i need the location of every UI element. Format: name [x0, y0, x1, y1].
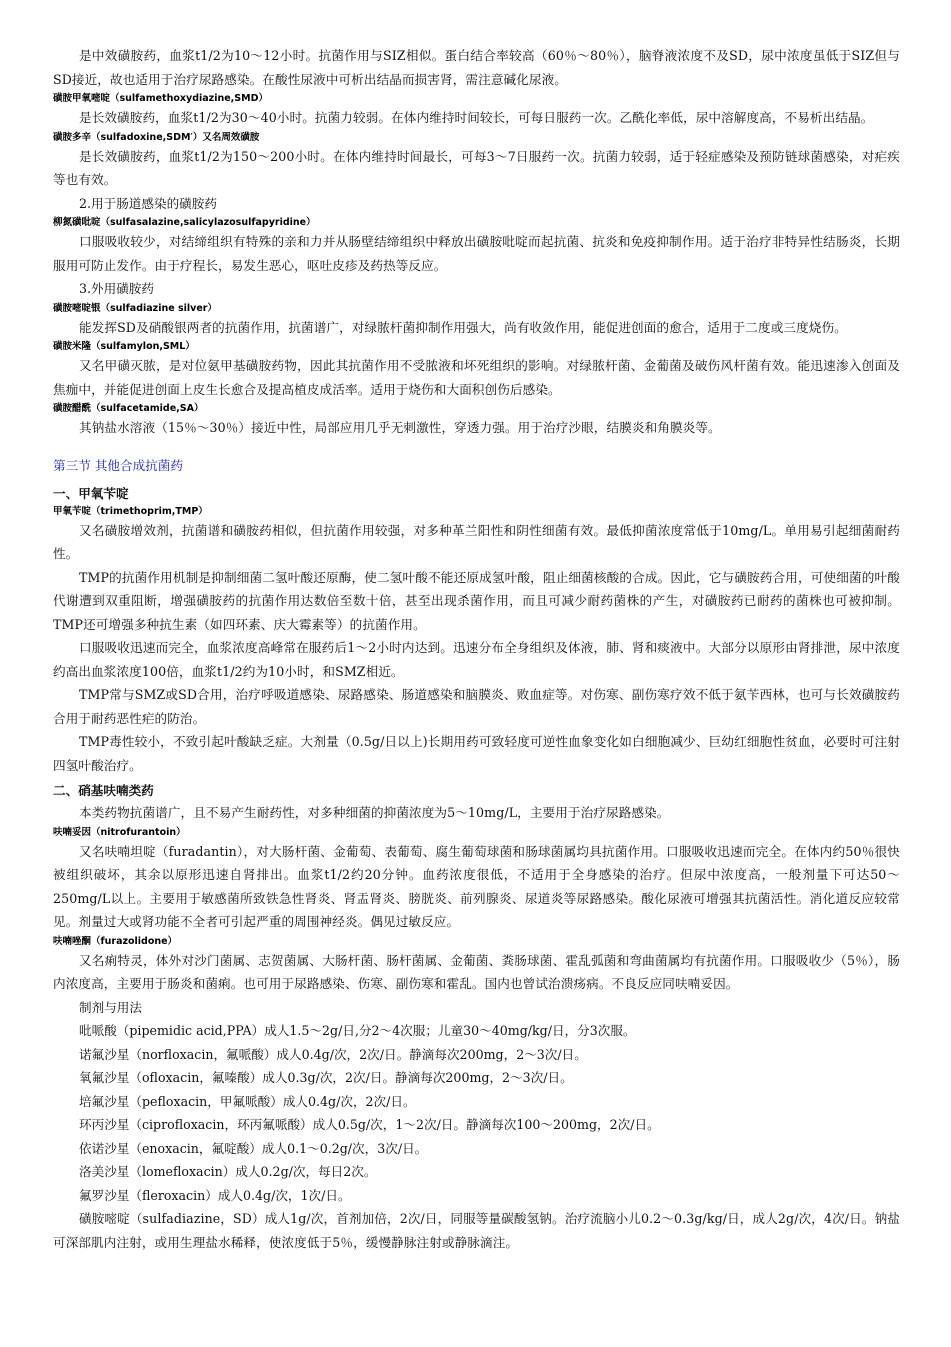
paragraph-tmp-3: 口服吸收迅速而完全，血浆浓度高峰常在服药后1～2小时内达到。迅速分布全身组织及体液，肺、肾和痰液中。大部分以原形由肾排泄，尿中浓度约高出血浆浓度100倍，血浆t1/2约为10小时，和SMZ相近。 [53, 640, 900, 679]
drug-heading-nitrofurantoin: 呋喃妥因（nitrofurantoin） [53, 826, 186, 838]
drug-heading-sdm: 磺胺多辛（sulfadoxine,SDM′）又名周效磺胺 [53, 131, 260, 143]
drug-heading-sml: 磺胺米隆（sulfamylon,SML） [53, 341, 195, 352]
paragraph-furazolidone: 又名痢特灵，体外对沙门菌属、志贺菌属、大肠杆菌、肠杆菌属、金葡菌、粪肠球菌、霍乱弧菌和弯曲菌属均有抗菌作用。口服吸收少（5％），肠内浓度高，主要用于肠炎和菌痢。也可用于尿路感染、伤寒、副伤寒和霍乱。国内也曾试治溃疡病。不良反应同呋喃妥因。 [53, 952, 900, 991]
preparation-item: 环丙沙星（ciprofloxacin，环丙氟哌酸）成人0.5g/次，1～2次/日。静滴每次100～200mg，2次/日。 [79, 1117, 660, 1132]
heading-tmp-class: 一、甲氧苄啶 [53, 485, 129, 501]
paragraph-nitrofurans: 本类药物抗菌谱广，且不易产生耐药性，对多种细菌的抑菌浓度为5～10mg/L，主要用于治疗尿路感染。 [79, 805, 670, 820]
paragraph-tmp-5: TMP毒性较小，不致引起叶酸缺乏症。大剂量（0.5g/日以上)长期用药可致轻度可逆性血象变化如白细胞减少、巨幼红细胞性贫血，必要时可注射四氢叶酸治疗。 [53, 734, 900, 773]
preparation-item: 依诺沙星（enoxacin，氟啶酸）成人0.1～0.2g/次，3次/日。 [79, 1140, 428, 1156]
drug-heading-smd: 磺胺甲氧嘧啶（sulfamethoxydiazine,SMD） [53, 93, 268, 104]
paragraph-ssz: 口服吸收较少，对结缔组织有特殊的亲和力并从肠壁结缔组织中释放出磺胺吡啶而起抗菌、抗炎和免疫抑制作用。适于治疗非特异性结肠炎，长期服用可防止发作。由于疗程长，易发生恶心，呕吐皮疹及药热等反应。 [53, 234, 900, 273]
drug-heading-ssz: 柳氮磺吡啶（sulfasalazine,salicylazosulfapyridine） [53, 217, 316, 228]
paragraph-sdm: 是长效磺胺药，血浆t1/2为150～200小时。在体内维持时间最长，可每3～7日服药一次。抗菌力较弱，适于轻症感染及预防链球菌感染，对疟疾等也有效。 [53, 148, 900, 187]
preparation-item: 培氟沙星（pefloxacin，甲氟哌酸）成人0.4g/次，2次/日。 [79, 1093, 416, 1109]
paragraph-tmp-2: TMP的抗菌作用机制是抑制细菌二氢叶酸还原酶，使二氢叶酸不能还原成氢叶酸，阻止细菌核酸的合成。因此，它与磺胺药合用，可使细菌的叶酸代谢遭到双重阻断，增强磺胺药的抗菌作用达数倍至数十倍，甚至出现杀菌作用，而且可减少耐药菌株的产生，对磺胺药已耐药的菌株也可被抑制。TMP还可增强多种抗生素（如四环素、庆大霉素等）的抗菌作用。 [53, 569, 900, 632]
preparation-item: 诺氟沙星（norfloxacin，氟哌酸）成人0.4g/次，2次/日。静滴每次200mg，2～3次/日。 [79, 1046, 587, 1062]
drug-heading-furazolidone: 呋喃唑酮（furazolidone） [53, 935, 178, 947]
paragraph-sml: 又名甲磺灭脓，是对位氨甲基磺胺药物，因此其抗菌作用不受脓液和坏死组织的影响。对绿脓杆菌、金葡菌及破伤风杆菌有效。能迅速渗入创面及焦痂中，并能促进创面上皮生长愈合及提高植皮成活率。适用于烧伤和大面积创伤后感染。 [53, 358, 900, 397]
paragraph-tmp-4: TMP常与SMZ或SD合用，治疗呼吸道感染、尿路感染、肠道感染和脑膜炎、败血症等。对伤寒、副伤寒疗效不低于氨苄西林，也可与长效磺胺药合用于耐药恶性疟的防治。 [53, 687, 900, 726]
section-title: 第三节 其他合成抗菌药 [53, 457, 183, 473]
paragraph-smd: 是长效磺胺药，血浆t1/2为30～40小时。抗菌力较弱。在体内维持时间较长，可每日服药一次。乙酰化率低，尿中溶解度高，不易析出结晶。 [79, 110, 874, 125]
paragraph-nitrofurantoin: 又名呋喃坦啶（furadantin），对大肠杆菌、金葡萄、表葡萄、腐生葡萄球菌和肠球菌属均具抗菌作用。口服吸收迅速而完全。在体内约50％很快被组织破坏，其余以原形迅速自肾排出。血浆t1/2约20分钟。血药浓度很低，不适用于全身感染的治疗。但尿中浓度高，一般剂量下可达50～250mg/L以上。主要用于敏感菌所致铁急性肾炎、肾盂肾炎、膀胱炎、前列腺炎、尿道炎等尿路感染。酸化尿液可增强其抗菌活性。消化道反应较常见。剂量过大或肾功能不全者可引起严重的周围神经炎。偶见过敏反应。 [53, 843, 900, 929]
paragraph-sd-dosage: 磺胺嘧啶（sulfadiazine，SD）成人1g/次，首剂加倍，2次/日，同服等量碳酸氢钠。治疗流脑小儿0.2～0.3g/kg/日，成人2g/次，4次/日。钠盐可深部肌内注射，或用生理盐水稀释，使浓度低于5％，缓慢静脉注射或静脉滴注。 [53, 1211, 900, 1250]
drug-heading-sd-silver: 磺胺嘧啶银（sulfadiazine silver） [53, 302, 217, 314]
paragraph-sulfa-medium: 是中效磺胺药，血浆t1/2为10～12小时。抗菌作用与SIZ相似。蛋白结合率较高（60％～80％），脑脊液浓度不及SD，尿中浓度虽低于SIZ但与SD接近，故也适用于治疗尿路感染。在酸性尿液中可析出结晶而损害肾，需注意碱化尿液。 [53, 48, 900, 87]
subheading-intestinal: 2.用于肠道感染的磺胺药 [79, 195, 217, 211]
preparation-item: 氧氟沙星（ofloxacin，氟嗪酸）成人0.3g/次，2次/日。静滴每次200mg，2～3次/日。 [79, 1070, 573, 1085]
drug-heading-tmp: 甲氧苄啶（trimethoprim,TMP） [53, 505, 208, 517]
document-page [53, 44, 900, 1254]
preparation-item: 氟罗沙星（fleroxacin）成人0.4g/次，1次/日。 [79, 1187, 351, 1203]
heading-nitrofurans: 二、硝基呋喃类药 [53, 783, 154, 798]
paragraph-sa: 其钠盐水溶液（15％～30％）接近中性，局部应用几乎无刺激性，穿透力强。用于治疗沙眼，结膜炎和角膜炎等。 [79, 420, 721, 435]
preparation-item: 吡哌酸（pipemidic acid,PPA）成人1.5～2g/日,分2～4次服；儿童30～40mg/kg/日，分3次服。 [79, 1023, 636, 1038]
preparation-item: 洛美沙星（lomefloxacin）成人0.2g/次，每日2次。 [79, 1164, 377, 1179]
paragraph-sd-silver: 能发挥SD及硝酸银两者的抗菌作用，抗菌谱广，对绿脓杆菌抑制作用强大，尚有收敛作用，能促进创面的愈合，适用于二度或三度烧伤。 [79, 319, 847, 335]
drug-heading-sa: 磺胺醋酰（sulfacetamide,SA） [53, 403, 204, 414]
subheading-topical: 3.外用磺胺药 [79, 281, 154, 296]
preparations-title: 制剂与用法 [79, 999, 142, 1015]
paragraph-tmp-1: 又名磺胺增效剂，抗菌谱和磺胺药相似，但抗菌作用较强，对多种革兰阳性和阴性细菌有效。最低抑菌浓度常低于10mg/L。单用易引起细菌耐药性。 [53, 522, 900, 561]
